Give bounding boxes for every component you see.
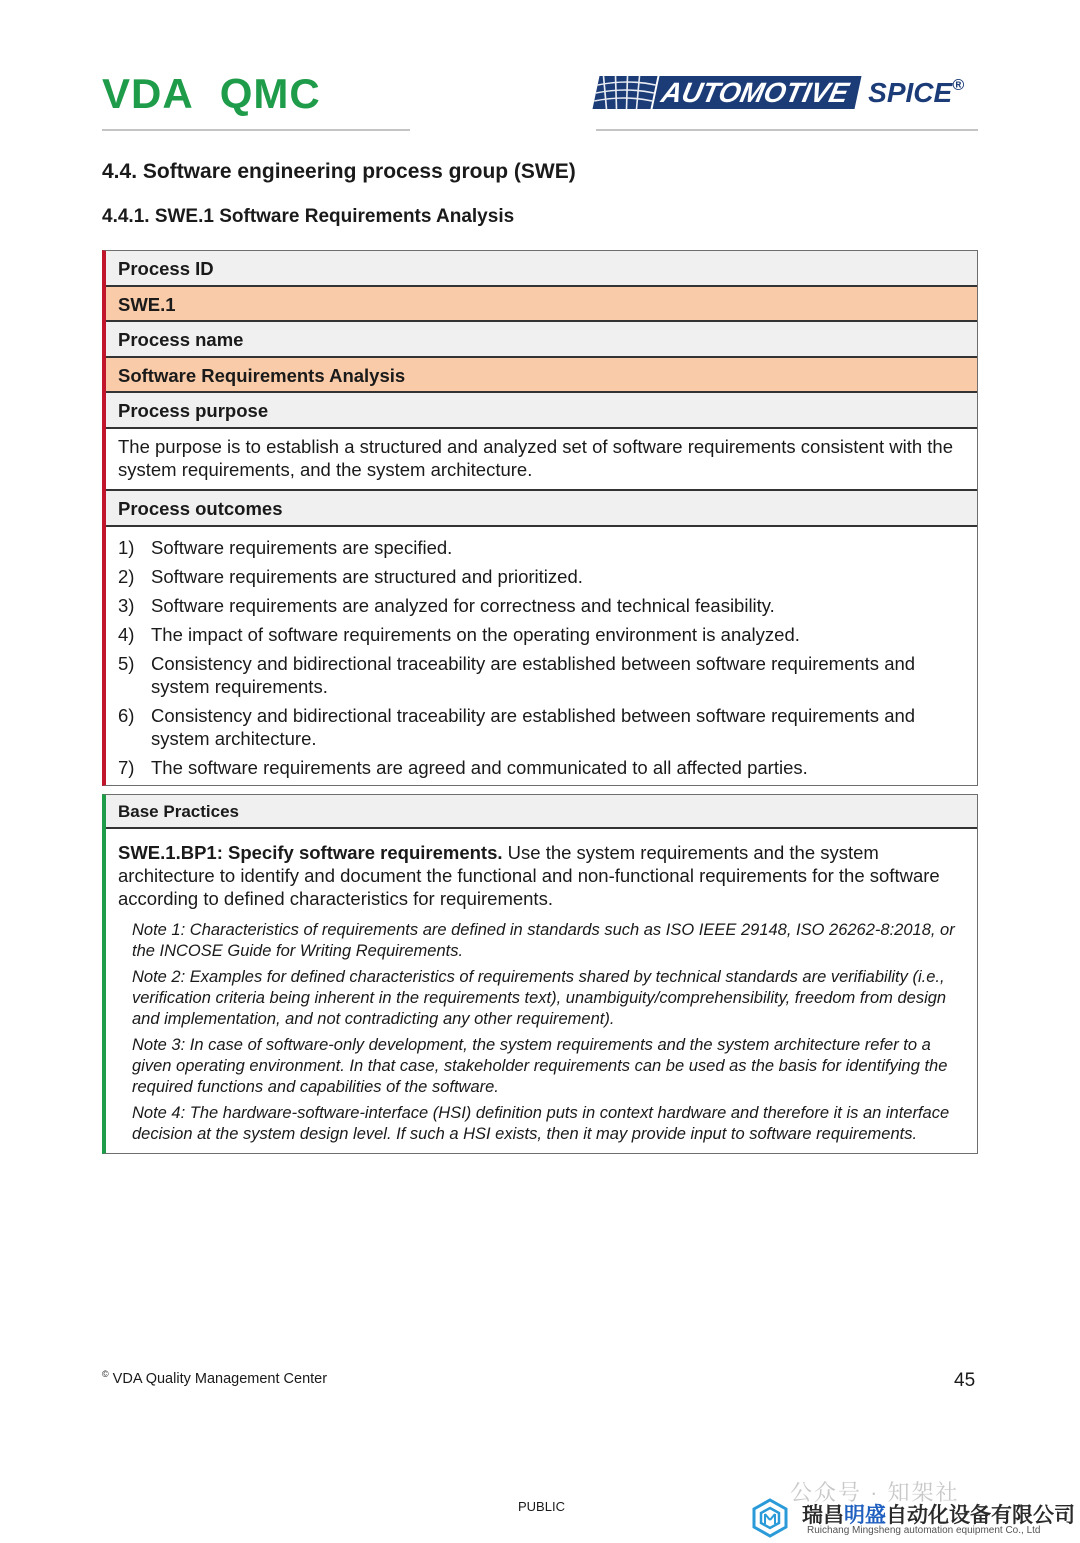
outcome-number: 1) — [118, 537, 135, 558]
list-item — [118, 594, 965, 617]
subsection-heading: 4.4.1. SWE.1 Software Requirements Analysis — [102, 206, 515, 227]
header-rule-left — [102, 129, 410, 131]
copyright-notice — [102, 1369, 327, 1387]
outcome-number: 3) — [118, 595, 135, 616]
outcome-text: Consistency and bidirectional traceability are established between software requirements and system architecture. — [151, 705, 916, 749]
watermark-cube-logo-icon — [752, 1498, 788, 1538]
page-number: 45 — [954, 1370, 976, 1391]
classification-label: PUBLIC — [518, 1499, 565, 1514]
automotive-spice-logo — [596, 76, 964, 109]
outcome-number: 6) — [118, 705, 135, 726]
watermark-faint-text: 公众号 · 知架社 — [790, 1480, 960, 1505]
outcome-text: Software requirements are analyzed for correctness and technical feasibility. — [151, 595, 775, 616]
base-practices-body — [106, 829, 977, 1153]
process-name-value: Software Requirements Analysis — [106, 358, 977, 393]
process-table — [102, 250, 978, 786]
vda-logo-text: VDA — [102, 70, 194, 117]
process-purpose-text: The purpose is to establish a structured and analyzed set of software requirements consistent with the system requirements, and the system architecture. — [106, 429, 977, 491]
outcome-text: The software requirements are agreed and communicated to all affected parties. — [151, 757, 808, 778]
spice-globe-logo-icon — [592, 76, 657, 109]
bp1-title: SWE.1.BP1: Specify software requirements. — [118, 842, 503, 863]
bp1-text: Use the system requirements and the system architecture to identify and document the functional and non-functional requirements for the software according to defined characteristics for requirements. — [118, 842, 940, 909]
watermark-cn-part3: 自动化设备有限公司 — [886, 1504, 1075, 1527]
process-outcomes-label: Process outcomes — [106, 491, 977, 527]
note-3: Note 3: In case of software-only development, the system requirements and the system architecture refer to a given operating environment. In that case, stakeholder requirements can be used as the basis for identifying the required functions and capabilities of the software. — [132, 1036, 948, 1096]
spice-logo-spice-text: SPICE — [868, 77, 953, 108]
outcome-number: 5) — [118, 653, 135, 674]
base-practices-label: Base Practices — [106, 795, 977, 829]
list-item — [118, 756, 965, 779]
process-purpose-label: Process purpose — [106, 393, 977, 429]
list-item — [118, 623, 965, 646]
outcome-number: 7) — [118, 757, 135, 778]
process-id-value: SWE.1 — [106, 287, 977, 322]
vda-qmc-logo — [102, 70, 321, 118]
outcome-text: Consistency and bidirectional traceability are established between software requirements and system requirements. — [151, 653, 916, 697]
outcome-text: Software requirements are structured and prioritized. — [151, 566, 583, 587]
process-outcomes — [106, 527, 977, 785]
list-item — [118, 565, 965, 588]
qmc-logo-text: QMC — [219, 70, 321, 117]
outcome-number: 2) — [118, 566, 135, 587]
header-rule-right — [596, 129, 978, 131]
bp1-paragraph — [118, 841, 965, 910]
outcome-number: 4) — [118, 624, 135, 645]
note-1: Note 1: Characteristics of requirements are defined in standards such as ISO IEEE 29148, ISO 26262-8:2018, or the INCOSE Guide for Writing Requirements. — [132, 921, 955, 960]
registered-mark: ® — [952, 77, 964, 94]
list-item — [118, 536, 965, 559]
list-item — [118, 652, 965, 698]
spice-logo-automotive: AUTOMOTIVE — [652, 76, 861, 109]
spice-logo-spice — [858, 76, 964, 109]
outcome-text: The impact of software requirements on the operating environment is analyzed. — [151, 624, 800, 645]
watermark-company-en: Ruichang Mingsheng automation equipment Co., Ltd — [807, 1525, 1041, 1536]
copyright-symbol: © — [102, 1369, 109, 1379]
process-id-label: Process ID — [106, 251, 977, 287]
section-heading: 4.4. Software engineering process group (SWE) — [102, 160, 576, 183]
watermark-cn-part1: 瑞昌 — [802, 1504, 844, 1527]
watermark-cn-part2: 明盛 — [844, 1504, 886, 1527]
outcomes-list — [118, 536, 965, 779]
list-item — [118, 704, 965, 750]
process-name-label: Process name — [106, 322, 977, 358]
note-2: Note 2: Examples for defined characteristics of requirements shared by technical standards are verifiability (i.e., verification criteria being inherent in the requirements text), unambiguity/comprehensibility, freedom from design and implementation, and not contradicting any other requirement). — [132, 968, 947, 1028]
base-practices-table — [102, 794, 978, 1154]
outcome-text: Software requirements are specified. — [151, 537, 453, 558]
copyright-text: VDA Quality Management Center — [112, 1370, 328, 1387]
note-4: Note 4: The hardware-software-interface (HSI) definition puts in context hardware and therefore it is an interface decision at the system design level. If such a HSI exists, then it may provide input to software requirements. — [132, 1104, 950, 1143]
